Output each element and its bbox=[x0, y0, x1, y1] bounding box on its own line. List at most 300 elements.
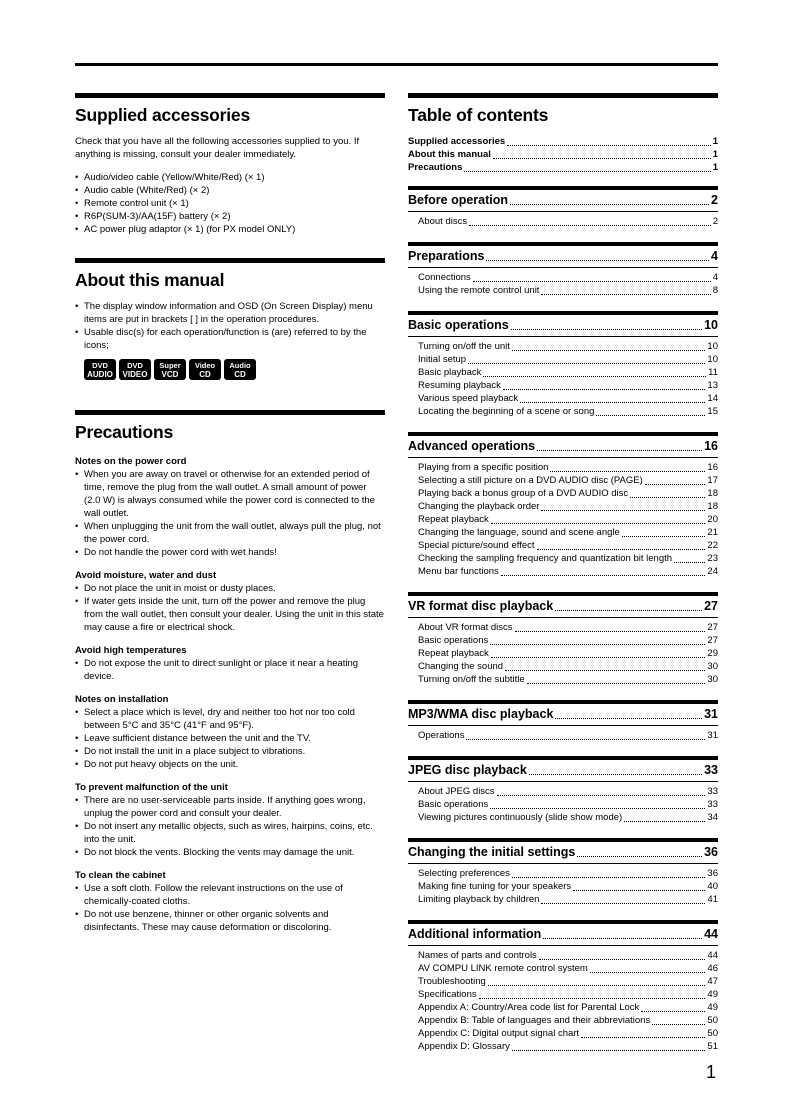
toc-entry-page: 29 bbox=[707, 648, 718, 659]
toc-sub-entry bbox=[418, 1014, 718, 1027]
precaution-group bbox=[75, 569, 385, 634]
toc-sub-entry bbox=[418, 500, 718, 513]
accessory-item: • Remote control unit (× 1) bbox=[75, 197, 385, 210]
toc-entry-page: 34 bbox=[707, 812, 718, 823]
toc-entry-label: Basic operations bbox=[418, 635, 489, 646]
toc-section-advanced-operations bbox=[408, 432, 718, 578]
precaution-item: • Do not put heavy objects on the unit. bbox=[75, 758, 385, 771]
toc-sub-entry bbox=[418, 340, 718, 353]
toc-sub-entry bbox=[418, 729, 718, 742]
toc-section-header bbox=[408, 842, 718, 864]
precautions-section bbox=[75, 410, 385, 934]
toc-dot-leader bbox=[577, 856, 702, 857]
toc-dot-leader bbox=[596, 415, 705, 416]
supplied-accessories-section bbox=[75, 93, 385, 236]
toc-entry-page: 31 bbox=[704, 707, 718, 721]
toc-entry-label: About JPEG discs bbox=[418, 786, 495, 797]
toc-column bbox=[408, 93, 718, 1067]
toc-entry-label: Supplied accessories bbox=[408, 136, 506, 147]
toc-entry-page: 13 bbox=[707, 380, 718, 391]
toc-entry-label: Additional information bbox=[408, 927, 542, 941]
toc-dot-leader bbox=[473, 281, 711, 282]
toc-dot-leader bbox=[645, 484, 706, 485]
toc-entry-label: Appendix C: Digital output signal chart bbox=[418, 1028, 580, 1039]
toc-dot-leader bbox=[491, 657, 706, 658]
toc-sub-entry bbox=[418, 379, 718, 392]
heading-rule bbox=[408, 93, 718, 98]
toc-entry-label: Repeat playback bbox=[418, 514, 489, 525]
toc-section-header bbox=[408, 190, 718, 212]
toc-dot-leader bbox=[501, 575, 706, 576]
toc-entry-page: 21 bbox=[707, 527, 718, 538]
toc-sub-entry bbox=[418, 392, 718, 405]
toc-entry-page: 33 bbox=[707, 786, 718, 797]
page-content bbox=[75, 63, 718, 1067]
toc-section-header bbox=[408, 760, 718, 782]
toc-entry-page: 16 bbox=[704, 439, 718, 453]
toc-entry-label: VR format disc playback bbox=[408, 599, 554, 613]
toc-entry-page: 1 bbox=[712, 149, 718, 160]
toc-entry-page: 17 bbox=[707, 475, 718, 486]
disc-icon-top-label: DVD bbox=[92, 360, 108, 370]
toc-dot-leader bbox=[529, 774, 702, 775]
precaution-list bbox=[75, 794, 385, 859]
toc-entry-page: 15 bbox=[707, 406, 718, 417]
toc-entry-label: Appendix A: Country/Area code list for Parental Lock bbox=[418, 1002, 640, 1013]
toc-top-entry bbox=[408, 161, 718, 174]
toc-entry-label: Changing the language, sound and scene angle bbox=[418, 527, 620, 538]
toc-entry-page: 23 bbox=[707, 553, 718, 564]
toc-dot-leader bbox=[491, 523, 706, 524]
toc-entry-page: 20 bbox=[707, 514, 718, 525]
toc-entry-label: Playing back a bonus group of a DVD AUDIO disc bbox=[418, 488, 629, 499]
heading-rule bbox=[75, 410, 385, 415]
precaution-group bbox=[75, 693, 385, 771]
toc-entry-page: 51 bbox=[707, 1041, 718, 1052]
toc-sub-entry bbox=[418, 660, 718, 673]
disc-icons-row bbox=[84, 359, 385, 380]
toc-section-header bbox=[408, 436, 718, 458]
toc-dot-leader bbox=[541, 903, 705, 904]
toc-entry-page: 46 bbox=[707, 963, 718, 974]
toc-block bbox=[408, 93, 718, 1053]
toc-dot-leader bbox=[497, 795, 706, 796]
toc-section-preparations bbox=[408, 242, 718, 297]
toc-section-entry bbox=[408, 927, 718, 942]
toc-section-entry bbox=[408, 249, 718, 264]
toc-dot-leader bbox=[469, 225, 711, 226]
toc-section-items bbox=[408, 337, 718, 418]
toc-entry-label: Preparations bbox=[408, 249, 485, 263]
dvd-audio-disc-icon bbox=[84, 359, 116, 380]
toc-section-entry bbox=[408, 707, 718, 722]
toc-entry-page: 1 bbox=[712, 162, 718, 173]
toc-section-entry bbox=[408, 845, 718, 860]
toc-dot-leader bbox=[488, 985, 706, 986]
precaution-group-heading: To prevent malfunction of the unit bbox=[75, 782, 228, 793]
toc-dot-leader bbox=[537, 549, 706, 550]
toc-dot-leader bbox=[483, 376, 706, 377]
toc-entry-label: Specifications bbox=[418, 989, 477, 1000]
toc-sub-entry bbox=[418, 647, 718, 660]
toc-section-items bbox=[408, 946, 718, 1053]
toc-section-vr-format-disc-playback bbox=[408, 592, 718, 686]
toc-entry-label: Connections bbox=[418, 272, 471, 283]
toc-heading: Table of contents bbox=[408, 105, 549, 125]
precaution-list bbox=[75, 706, 385, 771]
toc-dot-leader bbox=[512, 877, 706, 878]
toc-entry-page: 33 bbox=[704, 763, 718, 777]
toc-entry-label: Viewing pictures continuously (slide show mode) bbox=[418, 812, 623, 823]
disc-icon-top-label: Audio bbox=[229, 360, 251, 370]
precaution-item: • Select a place which is level, dry and neither too hot nor too cold between 5°C and 35°C (41°F and 95°F). bbox=[75, 706, 385, 732]
toc-dot-leader bbox=[507, 145, 711, 146]
precaution-item: • Do not insert any metallic objects, such as wires, hairpins, coins, etc. into the unit. bbox=[75, 820, 385, 846]
toc-entry-page: 44 bbox=[707, 950, 718, 961]
toc-dot-leader bbox=[515, 631, 706, 632]
precaution-list bbox=[75, 882, 385, 934]
toc-sub-entry bbox=[418, 487, 718, 500]
precaution-group-heading: Notes on the power cord bbox=[75, 456, 187, 467]
toc-dot-leader bbox=[541, 510, 705, 511]
precaution-item: • Do not expose the unit to direct sunlight or place it near a heating device. bbox=[75, 657, 385, 683]
toc-entry-label: Changing the sound bbox=[418, 661, 504, 672]
supplied-accessories-intro: Check that you have all the following accessories supplied to you. If anything is missing, consult your dealer immediately. bbox=[75, 136, 360, 160]
accessory-item: • Audio cable (White/Red) (× 2) bbox=[75, 184, 385, 197]
toc-dot-leader bbox=[510, 204, 709, 205]
disc-icon-top-label: DVD bbox=[127, 360, 143, 370]
toc-entry-label: Menu bar functions bbox=[418, 566, 499, 577]
toc-entry-label: AV COMPU LINK remote control system bbox=[418, 963, 588, 974]
toc-entry-page: 50 bbox=[707, 1015, 718, 1026]
toc-dot-leader bbox=[624, 821, 705, 822]
toc-section-entry bbox=[408, 193, 718, 208]
accessory-item: • Audio/video cable (Yellow/White/Red) (× 1) bbox=[75, 171, 385, 184]
toc-dot-leader bbox=[466, 739, 705, 740]
toc-entry-label: About VR format discs bbox=[418, 622, 513, 633]
precaution-item: • Do not install the unit in a place subject to vibrations. bbox=[75, 745, 385, 758]
toc-sub-entry bbox=[418, 513, 718, 526]
precaution-group bbox=[75, 781, 385, 859]
toc-sub-entry bbox=[418, 461, 718, 474]
toc-section-items bbox=[408, 618, 718, 686]
toc-entry-page: 36 bbox=[707, 868, 718, 879]
toc-sub-entry bbox=[418, 539, 718, 552]
toc-section-items bbox=[408, 864, 718, 906]
toc-entry-page: 27 bbox=[704, 599, 718, 613]
toc-entry-page: 11 bbox=[708, 367, 718, 378]
precaution-item: • When you are away on travel or otherwise for an extended period of time, remove the plug from the wall outlet. A small amount of power (2.0 W) is always consumed while the power cord is connected to the wall outlet. bbox=[75, 468, 385, 520]
toc-entry-page: 4 bbox=[711, 249, 718, 263]
precaution-groups bbox=[75, 455, 385, 934]
toc-dot-leader bbox=[543, 938, 702, 939]
toc-entry-label: Using the remote control unit bbox=[418, 285, 540, 296]
toc-entry-label: Before operation bbox=[408, 193, 509, 207]
toc-section-items bbox=[408, 212, 718, 228]
toc-sub-entry bbox=[418, 634, 718, 647]
top-rule bbox=[75, 63, 718, 66]
toc-entry-page: 33 bbox=[707, 799, 718, 810]
toc-entry-page: 14 bbox=[707, 393, 718, 404]
precaution-list bbox=[75, 582, 385, 634]
toc-sub-entry bbox=[418, 975, 718, 988]
toc-entry-label: Operations bbox=[418, 730, 465, 741]
disc-icon-top-label: Video bbox=[194, 360, 216, 370]
toc-dot-leader bbox=[512, 1050, 706, 1051]
toc-top-entry bbox=[408, 148, 718, 161]
toc-entry-label: Initial setup bbox=[418, 354, 467, 365]
toc-entry-label: Troubleshooting bbox=[418, 976, 486, 987]
toc-sub-entry bbox=[418, 673, 718, 686]
manual-notes-list bbox=[75, 300, 385, 352]
toc-entry-page: 36 bbox=[704, 845, 718, 859]
precaution-item: • When unplugging the unit from the wall outlet, always pull the plug, not the power cord. bbox=[75, 520, 385, 546]
toc-entry-page: 18 bbox=[707, 501, 718, 512]
about-this-manual-section bbox=[75, 258, 385, 380]
toc-entry-page: 27 bbox=[707, 635, 718, 646]
precaution-item: • Do not place the unit in moist or dusty places. bbox=[75, 582, 385, 595]
precaution-item: • Do not use benzene, thinner or other organic solvents and disinfectants. These may cause deformation or discoloring. bbox=[75, 908, 385, 934]
toc-entry-page: 10 bbox=[707, 354, 718, 365]
toc-entry-page: 10 bbox=[704, 318, 718, 332]
dvd-video-disc-icon bbox=[119, 359, 151, 380]
toc-sub-entry bbox=[418, 811, 718, 824]
toc-entry-page: 2 bbox=[711, 193, 718, 207]
precaution-item: • There are no user-serviceable parts inside. If anything goes wrong, unplug the power cord and consult your dealer. bbox=[75, 794, 385, 820]
toc-section-entry bbox=[408, 599, 718, 614]
toc-sub-entry bbox=[418, 552, 718, 565]
toc-sub-entry bbox=[418, 798, 718, 811]
toc-entry-page: 50 bbox=[707, 1028, 718, 1039]
precaution-list bbox=[75, 657, 385, 683]
toc-entry-page: 22 bbox=[707, 540, 718, 551]
toc-entry-page: 47 bbox=[707, 976, 718, 987]
toc-sub-entry bbox=[418, 284, 718, 297]
toc-section-jpeg-disc-playback bbox=[408, 756, 718, 824]
toc-section-header bbox=[408, 315, 718, 337]
toc-entry-label: Repeat playback bbox=[418, 648, 489, 659]
toc-entry-page: 16 bbox=[707, 462, 718, 473]
toc-entry-label: Various speed playback bbox=[418, 393, 519, 404]
toc-section-changing-the-initial-settings bbox=[408, 838, 718, 906]
toc-section-items bbox=[408, 726, 718, 742]
toc-entry-label: Checking the sampling frequency and quantization bit length bbox=[418, 553, 673, 564]
toc-entry-label: Basic operations bbox=[418, 799, 489, 810]
toc-entry-label: Names of parts and controls bbox=[418, 950, 537, 961]
disc-icon-bottom-label: VCD bbox=[161, 369, 179, 379]
toc-dot-leader bbox=[468, 363, 705, 364]
toc-sub-entry bbox=[418, 785, 718, 798]
disc-icon-bottom-label: CD bbox=[234, 369, 246, 379]
toc-dot-leader bbox=[555, 610, 702, 611]
toc-entry-label: Precautions bbox=[408, 162, 463, 173]
audio-cd-disc-icon bbox=[224, 359, 256, 380]
toc-entry-label: Making fine tuning for your speakers bbox=[418, 881, 572, 892]
toc-entry-label: Selecting preferences bbox=[418, 868, 510, 879]
toc-dot-leader bbox=[520, 402, 705, 403]
heading-rule bbox=[75, 93, 385, 98]
toc-dot-leader bbox=[630, 497, 705, 498]
toc-dot-leader bbox=[652, 1024, 705, 1025]
toc-dot-leader bbox=[541, 294, 710, 295]
toc-entry-page: 31 bbox=[707, 730, 718, 741]
accessory-item: • R6P(SUM-3)/AA(15F) battery (× 2) bbox=[75, 210, 385, 223]
toc-entry-page: 44 bbox=[704, 927, 718, 941]
toc-section-header bbox=[408, 596, 718, 618]
toc-section-header bbox=[408, 246, 718, 268]
toc-dot-leader bbox=[555, 718, 702, 719]
toc-entry-label: Appendix D: Glossary bbox=[418, 1041, 510, 1052]
toc-sections bbox=[408, 186, 718, 1053]
toc-sub-entry bbox=[418, 1001, 718, 1014]
toc-sub-entry bbox=[418, 405, 718, 418]
toc-dot-leader bbox=[512, 350, 706, 351]
toc-sub-entry bbox=[418, 1040, 718, 1053]
toc-dot-leader bbox=[464, 171, 710, 172]
toc-dot-leader bbox=[493, 158, 711, 159]
toc-dot-leader bbox=[527, 683, 706, 684]
toc-entry-label: Advanced operations bbox=[408, 439, 536, 453]
toc-entry-label: Basic operations bbox=[408, 318, 509, 332]
toc-section-basic-operations bbox=[408, 311, 718, 418]
toc-entry-page: 4 bbox=[712, 272, 718, 283]
precaution-group-heading: Avoid high temperatures bbox=[75, 645, 187, 656]
toc-entry-label: About this manual bbox=[408, 149, 491, 160]
toc-entry-page: 41 bbox=[707, 894, 718, 905]
toc-top-entry bbox=[408, 135, 718, 148]
toc-section-entry bbox=[408, 439, 718, 454]
supplied-accessories-heading: Supplied accessories bbox=[75, 105, 250, 125]
disc-icon-bottom-label: VIDEO bbox=[122, 369, 148, 379]
toc-entry-label: Limiting playback by children bbox=[418, 894, 540, 905]
toc-entry-label: Appendix B: Table of languages and their abbreviations bbox=[418, 1015, 651, 1026]
toc-section-header bbox=[408, 924, 718, 946]
disc-icon-bottom-label: AUDIO bbox=[87, 369, 113, 379]
toc-entry-page: 8 bbox=[712, 285, 718, 296]
left-column bbox=[75, 93, 385, 944]
precaution-group bbox=[75, 644, 385, 683]
precaution-group-heading: Notes on installation bbox=[75, 694, 169, 705]
precaution-item: • Do not handle the power cord with wet hands! bbox=[75, 546, 385, 559]
toc-dot-leader bbox=[503, 389, 706, 390]
toc-section-items bbox=[408, 458, 718, 578]
toc-entry-page: 18 bbox=[707, 488, 718, 499]
super-vcd-disc-icon bbox=[154, 359, 186, 380]
toc-entry-page: 10 bbox=[707, 341, 718, 352]
toc-section-items bbox=[408, 782, 718, 824]
toc-section-entry bbox=[408, 763, 718, 778]
disc-icon-bottom-label: CD bbox=[199, 369, 211, 379]
toc-section-mp3-wma-disc-playback bbox=[408, 700, 718, 742]
toc-section-items bbox=[408, 268, 718, 297]
toc-dot-leader bbox=[674, 562, 705, 563]
toc-sub-entry bbox=[418, 988, 718, 1001]
toc-entry-label: Turning on/off the subtitle bbox=[418, 674, 525, 685]
toc-sub-entry bbox=[418, 893, 718, 906]
two-column-layout bbox=[75, 93, 718, 1067]
toc-dot-leader bbox=[479, 998, 706, 999]
toc-sub-entry bbox=[418, 565, 718, 578]
page-number: 1 bbox=[705, 1062, 716, 1082]
precaution-item: • Do not block the vents. Blocking the vents may damage the unit. bbox=[75, 846, 385, 859]
toc-entry-label: Turning on/off the unit bbox=[418, 341, 510, 352]
toc-entry-page: 2 bbox=[712, 216, 718, 227]
toc-sub-entry bbox=[418, 271, 718, 284]
toc-entry-label: Basic playback bbox=[418, 367, 482, 378]
disc-icon-top-label: Super bbox=[159, 360, 181, 370]
toc-dot-leader bbox=[511, 329, 702, 330]
toc-entry-page: 24 bbox=[707, 566, 718, 577]
toc-sub-entry bbox=[418, 962, 718, 975]
precaution-list bbox=[75, 468, 385, 559]
toc-section-before-operation bbox=[408, 186, 718, 228]
toc-entry-label: Resuming playback bbox=[418, 380, 501, 391]
toc-sub-entry bbox=[418, 353, 718, 366]
precaution-group bbox=[75, 869, 385, 934]
toc-sub-entry bbox=[418, 215, 718, 228]
toc-entry-page: 27 bbox=[707, 622, 718, 633]
toc-dot-leader bbox=[550, 471, 705, 472]
manual-note-item: • Usable disc(s) for each operation/function is (are) referred to by the icons; bbox=[75, 326, 385, 352]
toc-sub-entry bbox=[418, 366, 718, 379]
precautions-heading: Precautions bbox=[75, 422, 173, 442]
toc-sub-entry bbox=[418, 1027, 718, 1040]
toc-entry-page: 1 bbox=[712, 136, 718, 147]
toc-entry-label: Special picture/sound effect bbox=[418, 540, 535, 551]
toc-sub-entry bbox=[418, 867, 718, 880]
toc-entry-label: MP3/WMA disc playback bbox=[408, 707, 554, 721]
toc-sub-entry bbox=[418, 621, 718, 634]
toc-dot-leader bbox=[573, 890, 705, 891]
toc-dot-leader bbox=[622, 536, 706, 537]
toc-dot-leader bbox=[505, 670, 705, 671]
toc-section-entry bbox=[408, 318, 718, 333]
toc-dot-leader bbox=[581, 1037, 705, 1038]
toc-sub-entry bbox=[418, 474, 718, 487]
about-this-manual-heading: About this manual bbox=[75, 270, 225, 290]
precaution-group-heading: Avoid moisture, water and dust bbox=[75, 570, 217, 581]
precaution-group bbox=[75, 455, 385, 559]
heading-rule bbox=[75, 258, 385, 263]
video-cd-disc-icon bbox=[189, 359, 221, 380]
toc-sub-entry bbox=[418, 880, 718, 893]
precaution-item: • If water gets inside the unit, turn off the power and remove the plug from the wall outlet, then consult your dealer. Using the unit in this state may cause a fire or electrical shock. bbox=[75, 595, 385, 634]
toc-entry-page: 30 bbox=[707, 674, 718, 685]
toc-dot-leader bbox=[490, 808, 705, 809]
toc-dot-leader bbox=[490, 644, 705, 645]
toc-entry-label: Playing from a specific position bbox=[418, 462, 549, 473]
toc-dot-leader bbox=[590, 972, 706, 973]
toc-entry-page: 49 bbox=[707, 989, 718, 1000]
toc-entry-label: Changing the playback order bbox=[418, 501, 540, 512]
precaution-item: • Leave sufficient distance between the unit and the TV. bbox=[75, 732, 385, 745]
toc-dot-leader bbox=[641, 1011, 705, 1012]
accessory-item: • AC power plug adaptor (× 1) (for PX model ONLY) bbox=[75, 223, 385, 236]
toc-dot-leader bbox=[486, 260, 709, 261]
toc-section-header bbox=[408, 704, 718, 726]
precaution-group-heading: To clean the cabinet bbox=[75, 870, 166, 881]
toc-entry-label: Locating the beginning of a scene or song bbox=[418, 406, 595, 417]
manual-note-item: • The display window information and OSD (On Screen Display) menu items are put in brackets [ ] in the operation procedures. bbox=[75, 300, 385, 326]
toc-entry-page: 30 bbox=[707, 661, 718, 672]
toc-sub-entry bbox=[418, 526, 718, 539]
toc-entry-label: About discs bbox=[418, 216, 468, 227]
toc-entry-label: Changing the initial settings bbox=[408, 845, 576, 859]
toc-dot-leader bbox=[539, 959, 706, 960]
accessories-list bbox=[75, 171, 385, 236]
toc-entry-label: Selecting a still picture on a DVD AUDIO disc (PAGE) bbox=[418, 475, 643, 486]
toc-section-additional-information bbox=[408, 920, 718, 1053]
